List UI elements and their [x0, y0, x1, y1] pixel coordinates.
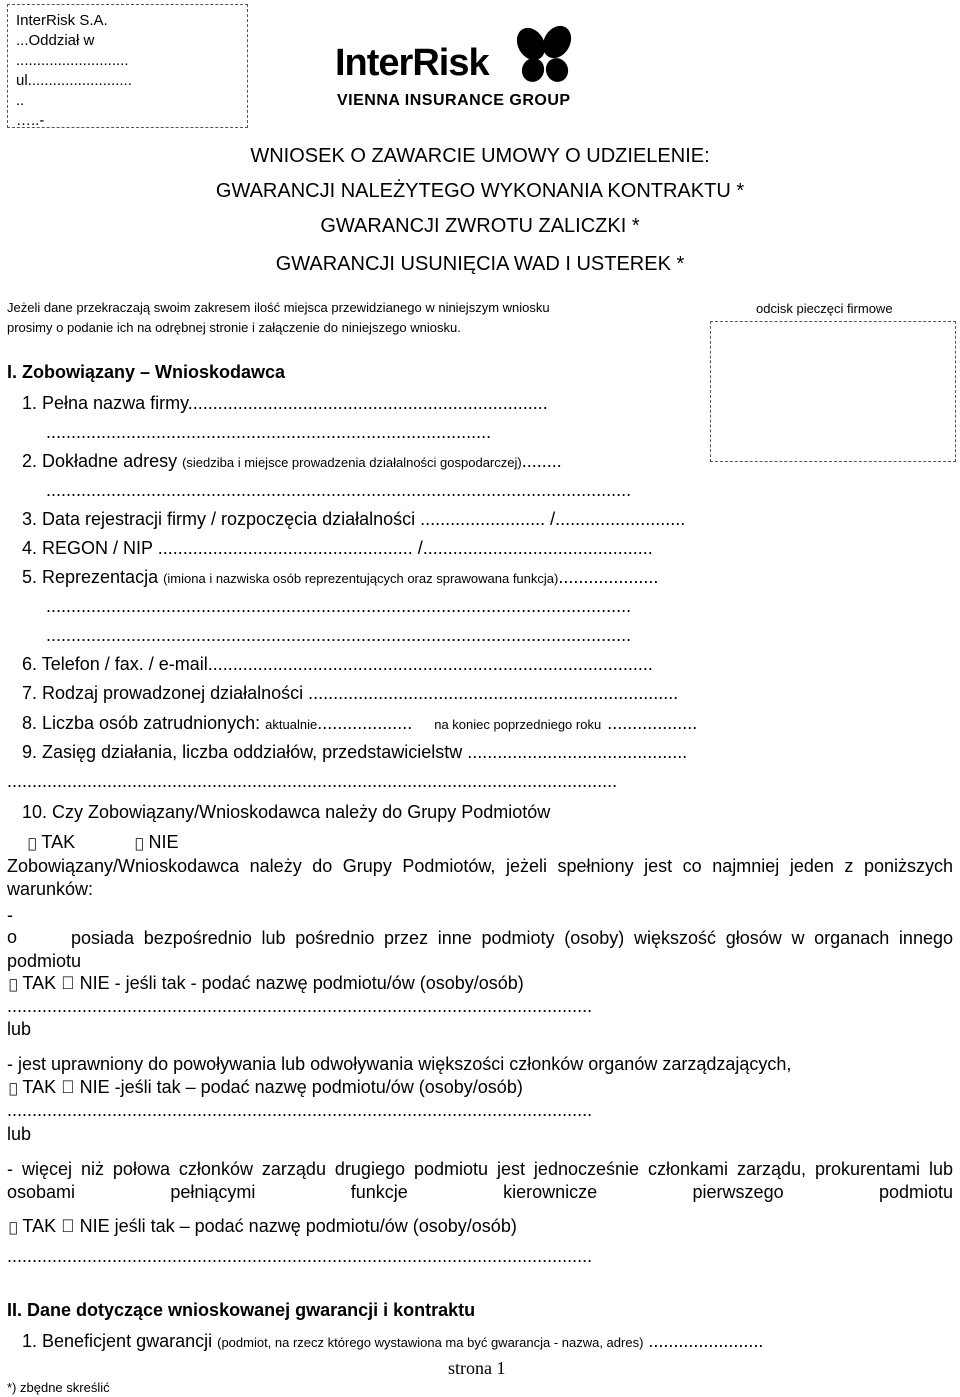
field-employees[interactable] — [22, 713, 697, 734]
condition-3-options — [9, 1216, 517, 1237]
form-title-4: GWARANCJI USUNIĘCIA WAD I USTEREK * — [275, 253, 685, 275]
condition-1-options-text: TAK NIE - jeśli tak - podać nazwę podmiotu/ów (osoby/osób) — [9, 973, 492, 993]
field-beneficiary-label: 1. Beneficjent gwarancji — [22, 1331, 218, 1351]
field-employees-current-dots: ................... — [317, 713, 413, 733]
field-address-hint: (siedziba i miejsce prowadzenia działalności gospodarczej) — [182, 455, 522, 470]
question-group: 10. Czy Zobowiązany/Wnioskodawca należy do Grupy Podmiotów — [22, 802, 551, 822]
field-address[interactable] — [22, 451, 562, 472]
field-scope[interactable]: 9. Zasięg działania, liczba oddziałów, przedstawicielstw ............................................ — [22, 742, 688, 762]
group-definition: Zobowiązany/Wnioskodawca należy do Grupy Podmiotów, jeżeli spełniony jest co najmniej jeden z poniższych warunków: — [7, 856, 953, 899]
field-address-label: 2. Dokładne adresy — [22, 451, 183, 471]
address-line: InterRisk S.A. — [16, 12, 108, 29]
field-representation-cont-1[interactable]: ..................................................................................................................... — [46, 596, 632, 616]
label-nie: NIE — [121, 832, 152, 852]
dash-mark: - — [7, 905, 13, 925]
lub-2: lub — [7, 1124, 32, 1144]
condition-3-answer[interactable]: ..................................................................................................................... — [7, 1246, 593, 1266]
section-1-title: I. Zobowiązany – Wnioskodawca — [7, 362, 286, 382]
field-phone-email[interactable]: 6. Telefon / fax. / e-mail......................................................................................... — [22, 654, 653, 674]
address-line: .. — [16, 92, 25, 109]
field-representation-label: 5. Reprezentacja — [22, 567, 164, 587]
field-representation-dots: .................... — [558, 567, 659, 587]
condition-2-options — [9, 1077, 523, 1098]
condition-2-options-text: TAK NIE -jeśli tak – podać nazwę podmiotu/ów (osoby/osób) — [9, 1077, 491, 1097]
condition-1-answer[interactable]: ..................................................................................................................... — [7, 996, 593, 1016]
field-representation-cont-2[interactable]: ..................................................................................................................... — [46, 625, 632, 645]
field-employees-current: aktualnie — [265, 717, 318, 732]
checkbox-tak[interactable] — [9, 977, 17, 993]
field-representation[interactable] — [22, 567, 658, 588]
group-options — [28, 832, 179, 853]
stamp-box — [710, 321, 956, 462]
lub-1: lub — [7, 1019, 32, 1039]
address-line: …..- — [16, 112, 45, 129]
field-activity-type[interactable]: 7. Rodzaj prowadzonej działalności .......................................................................... — [22, 683, 679, 703]
footnote: *) zbędne skreślić — [7, 1380, 110, 1395]
field-regon-nip[interactable]: 4. REGON / NIP ................................................... /.............................................. — [22, 538, 653, 558]
o-mark: o — [7, 927, 18, 947]
condition-3-options-text: TAK NIE jeśli tak – podać nazwę podmiotu/ów (osoby/osób) — [9, 1216, 485, 1236]
field-address-cont[interactable]: ..................................................................................................................... — [46, 480, 632, 500]
field-beneficiary-hint: (podmiot, na rzecz którego wystawiona ma być gwarancja - nazwa, adres) — [217, 1335, 644, 1350]
section-2-title: II. Dane dotyczące wnioskowanej gwarancji i kontraktu — [7, 1300, 476, 1320]
stamp-label: odcisk pieczęci firmowe — [756, 301, 893, 316]
form-title-1: WNIOSEK O ZAWARCIE UMOWY O UDZIELENIE: — [250, 145, 710, 167]
field-scope-cont[interactable]: .......................................................................................................................... — [7, 771, 618, 791]
checkbox-nie[interactable] — [135, 836, 143, 852]
field-company-name[interactable]: 1. Pełna nazwa firmy........................................................................ — [22, 393, 548, 413]
logo-name: InterRisk — [335, 42, 489, 84]
form-title-3: GWARANCJI ZWROTU ZALICZKI * — [320, 215, 640, 237]
field-employees-prev-year: na koniec poprzedniego roku — [434, 717, 602, 732]
condition-3: - więcej niż połowa członków zarządu drugiego podmiotu jest jednocześnie członkami zarządu, prokurentami lub osobami pełniącymi funkcje kierownicze pierwszego podmiotu — [7, 1159, 953, 1202]
field-employees-label: 8. Liczba osób zatrudnionych: — [22, 713, 266, 733]
address-line: ...Oddział w — [16, 32, 95, 49]
field-representation-hint: (imiona i nazwiska osób reprezentujących oraz sprawowana funkcja) — [163, 571, 559, 586]
condition-1: posiada bezpośrednio lub pośrednio przez inne podmioty (osoby) większość głosów w organach innego podmiotu — [7, 928, 953, 971]
address-line: ul......................... — [16, 72, 132, 89]
condition-2-answer[interactable]: ..................................................................................................................... — [7, 1100, 593, 1120]
address-line: ........................... — [16, 52, 129, 69]
checkbox-tak[interactable] — [28, 836, 36, 852]
condition-2: - jest uprawniony do powoływania lub odwoływania większości członków organów zarządzających, — [7, 1054, 792, 1074]
field-beneficiary-dots: ....................... — [643, 1331, 764, 1351]
checkbox-tak[interactable] — [9, 1081, 17, 1097]
interrisk-logo — [335, 22, 575, 117]
checkbox-tak[interactable] — [9, 1220, 17, 1236]
note-line-2: prosimy o podanie ich na odrębnej stronie i załączenie do niniejszego wniosku. — [7, 320, 461, 335]
form-title-2: GWARANCJI NALEŻYTEGO WYKONANIA KONTRAKTU * — [215, 180, 745, 202]
address-box — [7, 4, 248, 128]
label-tak: TAK — [28, 832, 62, 852]
page-number: strona 1 — [448, 1358, 506, 1378]
field-beneficiary[interactable] — [22, 1331, 763, 1352]
field-employees-prev-dots: .................. — [607, 713, 698, 733]
logo-group: VIENNA INSURANCE GROUP — [337, 92, 571, 109]
field-registration-date[interactable]: 3. Data rejestracji firmy / rozpoczęcia działalności ......................... /.......................... — [22, 509, 686, 529]
condition-1-options — [9, 973, 524, 994]
field-company-name-cont[interactable]: ......................................................................................... — [46, 422, 492, 442]
field-address-dots: ........ — [521, 451, 562, 471]
note-line-1: Jeżeli dane przekraczają swoim zakresem ilość miejsca przewidzianego w niniejszym wniosku — [7, 300, 550, 315]
